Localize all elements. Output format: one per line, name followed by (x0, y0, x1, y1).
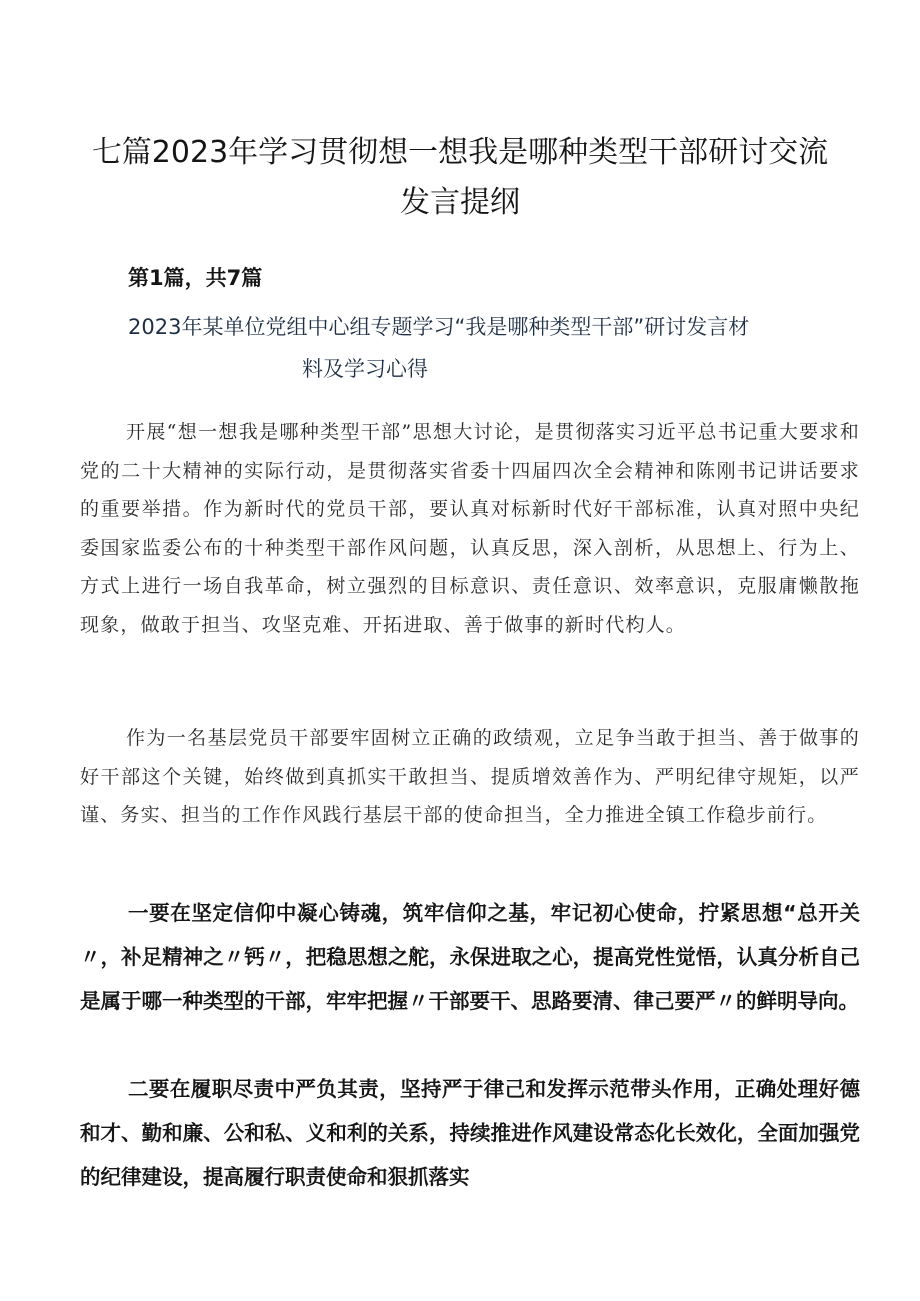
subtitle-line-2: 料及学习心得 (302, 357, 428, 381)
subtitle-line-1: 2023年某单位党组中心组专题学习“我是哪种类型干部”研讨发言材 (128, 315, 750, 339)
paragraph-point-one: 一要在坚定信仰中凝心铸魂，筑牢信仰之基，牢记初心使命，拧紧思想“总开关〃，补足精神之〃钙〃，把稳思想之舵，永保进取之心，提高党性觉悟，认真分析自己是属于哪一种类型的干部，牢牢把握〃干部要干、思路要清、律己要严〃的鲜明导向。 (80, 900, 860, 1013)
document-title: 七篇2023年学习贯彻想一想我是哪种类型干部研讨交流发言提纲 (91, 135, 829, 221)
document-subtitle (128, 306, 848, 390)
paragraph-commitment: 作为一名基层党员干部要牢固树立正确的政绩观，立足争当敢于担当、善于做事的好干部这个关键，始终做到真抓实干敢担当、提质增效善作为、严明纪律守规矩，以严谨、务实、担当的工作作风践行基层干部的使命担当，全力推进全镇工作稳步前行。 (80, 727, 860, 826)
paragraph-point-two: 二要在履职尽责中严负其责，坚持严于律己和发挥示范带头作用，正确处理好德和才、勤和廉、公和私、义和利的关系，持续推进作风建设常态化长效化，全面加强党的纪律建设，提高履行职责使命和狠抓落实 (80, 1076, 860, 1189)
section-label: 第1篇，共7篇 (128, 266, 263, 290)
paragraph-intro: 开展“想一想我是哪种类型干部”思想大讨论，是贯彻落实习近平总书记重大要求和党的二十大精神的实际行动，是贯彻落实省委十四届四次全会精神和陈刚书记讲话要求的重要举措。作为新时代的党员干部，要认真对标新时代好干部标准，认真对照中央纪委国家监委公布的十种类型干部作风问题，认真反思，深入剖析，从思想上、行为上、方式上进行一场自我革命，树立强烈的目标意识、责任意识、效率意识，克服庸懒散拖现象，做敢于担当、攻坚克难、开拓进取、善于做事的新时代枃人。 (80, 421, 860, 636)
